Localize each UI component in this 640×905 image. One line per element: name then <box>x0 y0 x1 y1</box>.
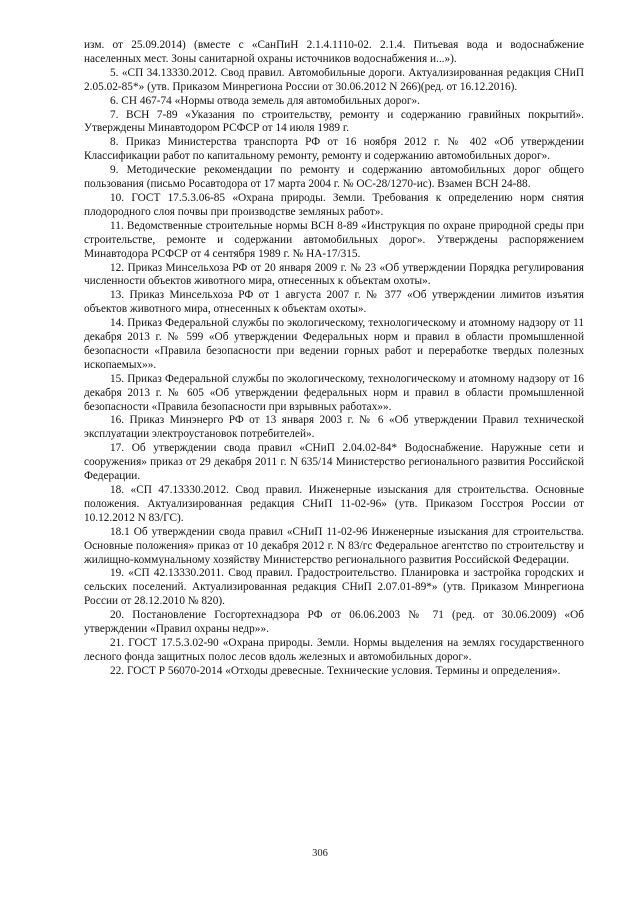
reference-item-8: 8. Приказ Министерства транспорта РФ от 16 ноября 2012 г. № 402 «Об утверждении Классификации работ по капитальному ремонту, ремонту и содержанию автомобильных дорог». <box>84 136 584 163</box>
reference-item-7: 7. ВСН 7-89 «Указания по строительству, ремонту и содержанию гравийных покрытий». Утверждены Минавтодором РСФСР от 14 июля 1989 г. <box>84 108 584 135</box>
reference-item-16: 16. Приказ Минэнерго РФ от 13 января 2003 г. № 6 «Об утверждении Правил технической эксплуатации электроустановок потребителей». <box>84 414 584 441</box>
reference-item-5: 5. «СП 34.13330.2012. Свод правил. Автомобильные дороги. Актуализированная редакция СНиП 2.05.02-85*» (утв. Приказом Минрегиона России от 30.06.2012 N 266)(ред. от 16.12.2016). <box>84 66 584 93</box>
reference-item-6: 6. СН 467-74 «Нормы отвода земель для автомобильных дорог». <box>110 94 420 107</box>
reference-item-12: 12. Приказ Минсельхоза РФ от 20 января 2009 г. № 23 «Об утверждении Порядка регулирования численности объектов животного мира, отнесенных к объектам охоты». <box>84 261 584 288</box>
reference-item-11: 11. Ведомственные строительные нормы ВСН 8-89 «Инструкция по охране природной среды при строительстве, ремонте и содержании автомобильных дорог». Утверждены распоряжением Минавтодора РСФСР от 4 сентября 1989 г. № НА-17/315. <box>84 219 584 260</box>
page-number: 306 <box>312 848 328 859</box>
reference-item-17: 17. Об утверждении свода правил «СНиП 2.04.02-84* Водоснабжение. Наружные сети и сооружения» приказ от 29 декабря 2011 г. N 635/14 Министерство регионального развития Российской Федерации. <box>84 442 584 483</box>
reference-item-21: 21. ГОСТ 17.5.3.02-90 «Охрана природы. Земли. Нормы выделения на землях государственного лесного фонда защитных полос лесов вдоль железных и автомобильных дорог». <box>84 636 584 663</box>
reference-item-20: 20. Постановление Госгортехнадзора РФ от 06.06.2003 № 71 (ред. от 30.06.2009) «Об утверждении «Правил охраны недр»». <box>84 609 584 636</box>
reference-item-9: 9. Методические рекомендации по ремонту и содержанию автомобильных дорог общего пользования (письмо Росавтодора от 17 марта 2004 г. № ОС-28/1270-ис). Взамен ВСН 24-88. <box>84 164 584 191</box>
reference-item-19: 19. «СП 42.13330.2011. Свод правил. Градостроительство. Планировка и застройка городских и сельских поселений. Актуализированная редакция СНиП 2.07.01-89*» (утв. Приказом Минрегиона России от 28.12.2010 № 820). <box>84 567 584 608</box>
reference-item-18-1: 18.1 Об утверждении свода правил «СНиП 11-02-96 Инженерные изыскания для строительства. Основные положения» приказ от 10 декабря 2012 г. N 83/гс Федеральное агентство по строительству и жилищно-коммунальному хозяйству Министерство регионального развития Российской Федерации. <box>84 525 584 566</box>
reference-item-14: 14. Приказ Федеральной службы по экологическому, технологическому и атомному надзору от 11 декабря 2013 г. № 599 «Об утверждении Федеральных норм и правил в области промышленной безопасности «Правила безопасности при ведении горных работ и переработке твердых полезных ископаемых»». <box>84 317 584 371</box>
reference-item-15: 15. Приказ Федеральной службы по экологическому, технологическому и атомному надзору от 16 декабря 2013 г. № 605 «Об утверждении федеральных норм и правил в области промышленной безопасности «Правила безопасности при взрывных работах»». <box>84 372 584 413</box>
reference-item-22: 22. ГОСТ Р 56070-2014 «Отходы древесные. Технические условия. Термины и определения». <box>110 664 561 677</box>
document-body <box>84 39 584 679</box>
reference-item-18: 18. «СП 47.13330.2012. Свод правил. Инженерные изыскания для строительства. Основные положения. Актуализированная редакция СНиП 11-02-96» (утв. Приказом Госстроя России от 10.12.2012 N 83/ГС). <box>84 484 584 524</box>
reference-paragraph-continued: изм. от 25.09.2014) (вместе с «СанПиН 2.1.4.1110-02. 2.1.4. Питьевая вода и водоснабжение населенных мест. Зоны санитарной охраны источников водоснабжения и...»). <box>84 39 584 65</box>
reference-item-10: 10. ГОСТ 17.5.3.06-85 «Охрана природы. Земли. Требования к определению норм снятия плодородного слоя почвы при производстве земляных работ». <box>84 191 584 218</box>
reference-item-13: 13. Приказ Минсельхоза РФ от 1 августа 2007 г. № 377 «Об утверждении лимитов изъятия объектов животного мира, отнесенных к объектам охоты». <box>84 289 584 316</box>
